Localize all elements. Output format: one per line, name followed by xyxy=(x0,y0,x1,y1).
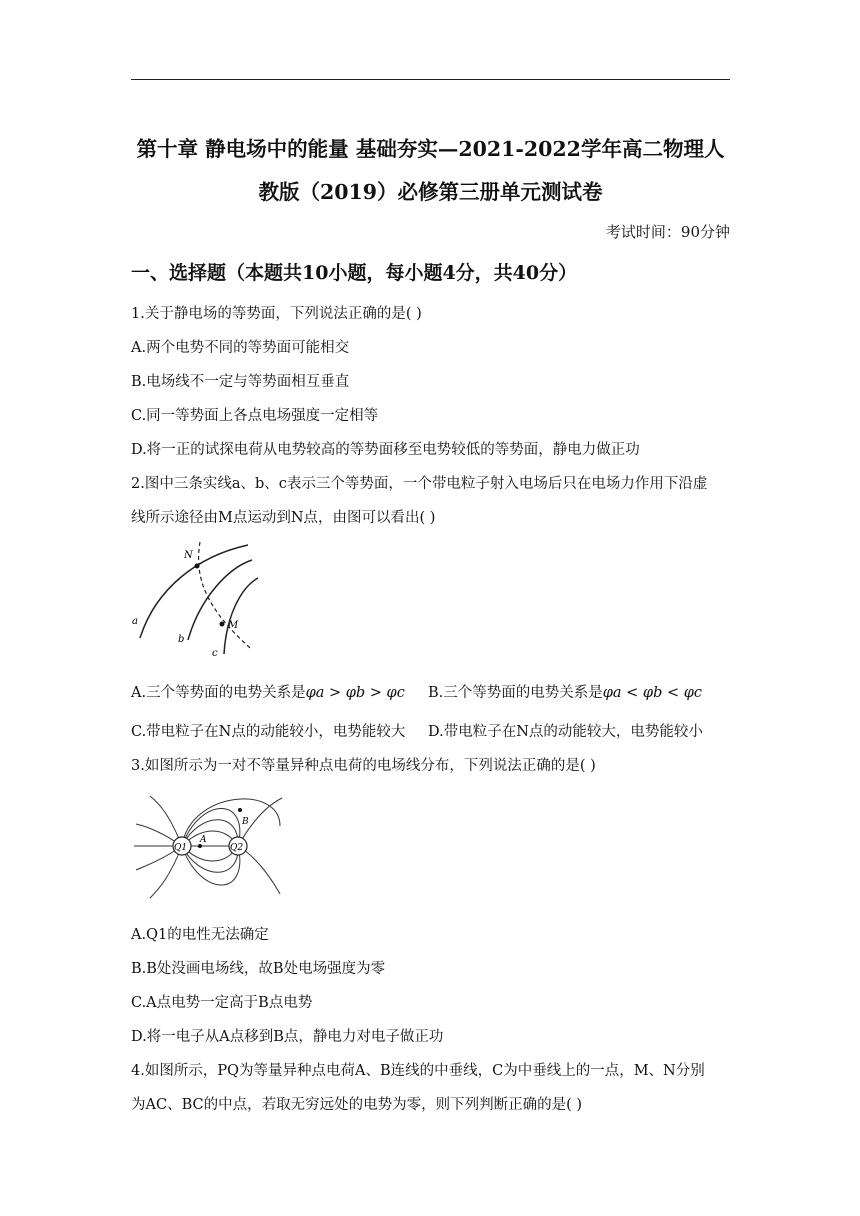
q1-option-d: D.将一正的试探电荷从电势较高的等势面移至电势较低的等势面，静电力做正功 xyxy=(131,442,640,458)
q1-option-b: B.电场线不一定与等势面相互垂直 xyxy=(131,374,350,390)
equipotential-c xyxy=(224,578,258,654)
header-rule xyxy=(131,79,730,80)
q3-option-b: B.B处没画电场线，故B处电场强度为零 xyxy=(131,961,386,977)
exam-time: 考试时间：90分钟 xyxy=(605,223,730,241)
q2-stem-line-1: 2.图中三条实线a、b、c表示三个等势面，一个带电粒子射入电场后只在电场力作用下沿虚 xyxy=(131,476,708,492)
q3-option-c: C.A点电势一定高于B点电势 xyxy=(131,995,313,1011)
q4-stem-line-1: 4.如图所示，PQ为等量异种点电荷A、B连线的中垂线，C为中垂线上的一点，M、N分别 xyxy=(131,1063,705,1079)
q2-option-c: C.带电粒子在N点的动能较小，电势能较大 xyxy=(131,724,406,740)
section-heading: 一、选择题（本题共10小题，每小题4分，共40分） xyxy=(131,262,578,284)
label-a: a xyxy=(132,616,138,627)
q3-option-a: A.Q1的电性无法确定 xyxy=(131,927,269,943)
q2-stem-line-2: 线所示途径由M点运动到N点，由图可以看出( ) xyxy=(131,510,436,526)
equipotential-b xyxy=(188,560,252,640)
q3-option-d: D.将一电子从A点移到B点，静电力对电子做正功 xyxy=(131,1029,444,1045)
label-n: N xyxy=(184,550,193,561)
q1-stem: 1.关于静电场的等势面，下列说法正确的是( ) xyxy=(131,306,422,322)
label-c: c xyxy=(212,648,218,659)
q3-stem: 3.如图所示为一对不等量异种点电荷的电场线分布，下列说法正确的是( ) xyxy=(131,758,596,774)
q1-option-a: A.两个电势不同的等势面可能相交 xyxy=(131,340,350,356)
q1-option-c: C.同一等势面上各点电场强度一定相等 xyxy=(131,408,379,424)
title-line-1: 第十章 静电场中的能量 基础夯实—2021-2022学年高二物理人 xyxy=(136,137,725,161)
q2-equipotential-figure xyxy=(128,538,268,662)
label-b: b xyxy=(178,634,185,645)
label-q1: Q1 xyxy=(174,843,188,853)
label-m: M xyxy=(228,620,239,631)
label-q2: Q2 xyxy=(230,843,244,853)
q2-option-d: D.带电粒子在N点的动能较大，电势能较小 xyxy=(428,724,703,740)
label-point-a: A xyxy=(200,835,207,845)
q4-stem-line-2: 为AC、BC的中点，若取无穷远处的电势为零，则下列判断正确的是( ) xyxy=(131,1097,583,1113)
q3-field-lines-figure xyxy=(130,786,292,906)
label-point-b: B xyxy=(242,817,249,827)
q2-option-a: A.三个等势面的电势关系是φa > φb > φc xyxy=(131,685,405,701)
title-line-2: 教版（2019）必修第三册单元测试卷 xyxy=(258,180,603,204)
q2-option-b: B.三个等势面的电势关系是φa < φb < φc xyxy=(428,685,703,701)
particle-trajectory xyxy=(199,542,250,648)
